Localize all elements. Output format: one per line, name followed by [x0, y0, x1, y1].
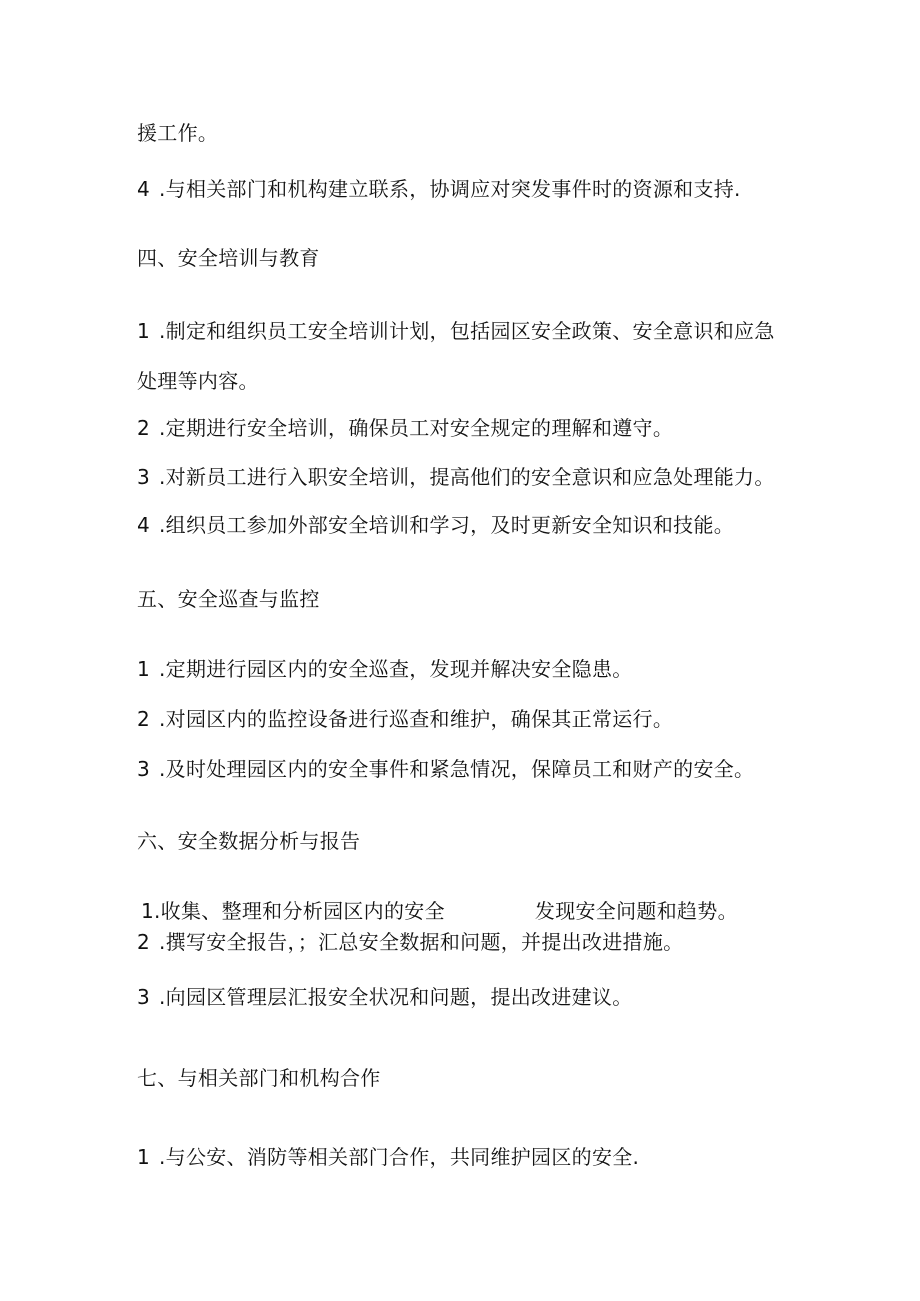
- list-number: 2: [137, 930, 151, 954]
- list-item: [137, 706, 673, 732]
- list-text: .及时处理园区内的安全事件和紧急情况，保障员工和财产的安全。: [159, 757, 755, 781]
- list-text: .与公安、消防等相关部门合作，共同维护园区的安全.: [159, 1145, 640, 1169]
- heading-text: 五、安全巡查与监控: [137, 587, 320, 611]
- list-item: [141, 898, 738, 924]
- list-text: .对新员工进行入职安全培训，提高他们的安全意识和应急处理能力。: [159, 465, 775, 489]
- section-heading: [137, 1065, 381, 1091]
- section-heading: [137, 245, 320, 271]
- list-item: [137, 176, 741, 202]
- list-item: [137, 464, 775, 490]
- list-number: 1: [137, 1145, 151, 1169]
- list-number: 3: [137, 985, 151, 1009]
- list-text: .对园区内的监控设备进行巡查和维护，确保其正常运行。: [159, 707, 674, 731]
- list-item: [137, 756, 754, 782]
- list-number: 2: [137, 416, 151, 440]
- list-number: 1: [137, 657, 151, 681]
- heading-text: 七、与相关部门和机构合作: [137, 1066, 381, 1090]
- section-heading: [137, 828, 360, 854]
- paragraph-line: [137, 368, 259, 394]
- list-text: 1.收集、整理和分析园区内的安全: [141, 899, 445, 923]
- heading-text: 六、安全数据分析与报告: [137, 829, 361, 853]
- list-text-continued: 发现安全问题和趋势。: [534, 899, 738, 923]
- paragraph-line: [137, 120, 218, 146]
- list-number: 4: [137, 513, 151, 537]
- list-item: [137, 318, 775, 344]
- list-text: .向园区管理层汇报安全状况和问题，提出改进建议。: [159, 985, 633, 1009]
- section-heading: [137, 586, 320, 612]
- list-item: [137, 984, 633, 1010]
- line-text: 处理等内容。: [137, 369, 259, 393]
- list-text: .与相关部门和机构建立联系，协调应对突发事件时的资源和支持.: [159, 177, 741, 201]
- list-number: 1: [137, 319, 151, 343]
- list-text: .组织员工参加外部安全培训和学习，及时更新安全知识和技能。: [159, 513, 735, 537]
- heading-text: 四、安全培训与教育: [137, 246, 320, 270]
- list-item: [137, 929, 683, 955]
- list-number: 3: [137, 465, 151, 489]
- list-text: .制定和组织员工安全培训计划，包括园区安全政策、安全意识和应急: [159, 319, 775, 343]
- list-text: .撰写安全报告，；汇总安全数据和问题，并提出改进措施。: [159, 930, 684, 954]
- list-item: [137, 415, 673, 441]
- list-text: .定期进行安全培训，确保员工对安全规定的理解和遵守。: [159, 416, 674, 440]
- line-text: 援工作。: [137, 121, 219, 145]
- list-number: 3: [137, 757, 151, 781]
- list-item: [137, 1144, 639, 1170]
- list-number: 2: [137, 707, 151, 731]
- list-text: .定期进行园区内的安全巡查，发现并解决安全隐患。: [159, 657, 633, 681]
- list-item: [137, 512, 734, 538]
- list-item: [137, 656, 633, 682]
- list-number: 4: [137, 177, 151, 201]
